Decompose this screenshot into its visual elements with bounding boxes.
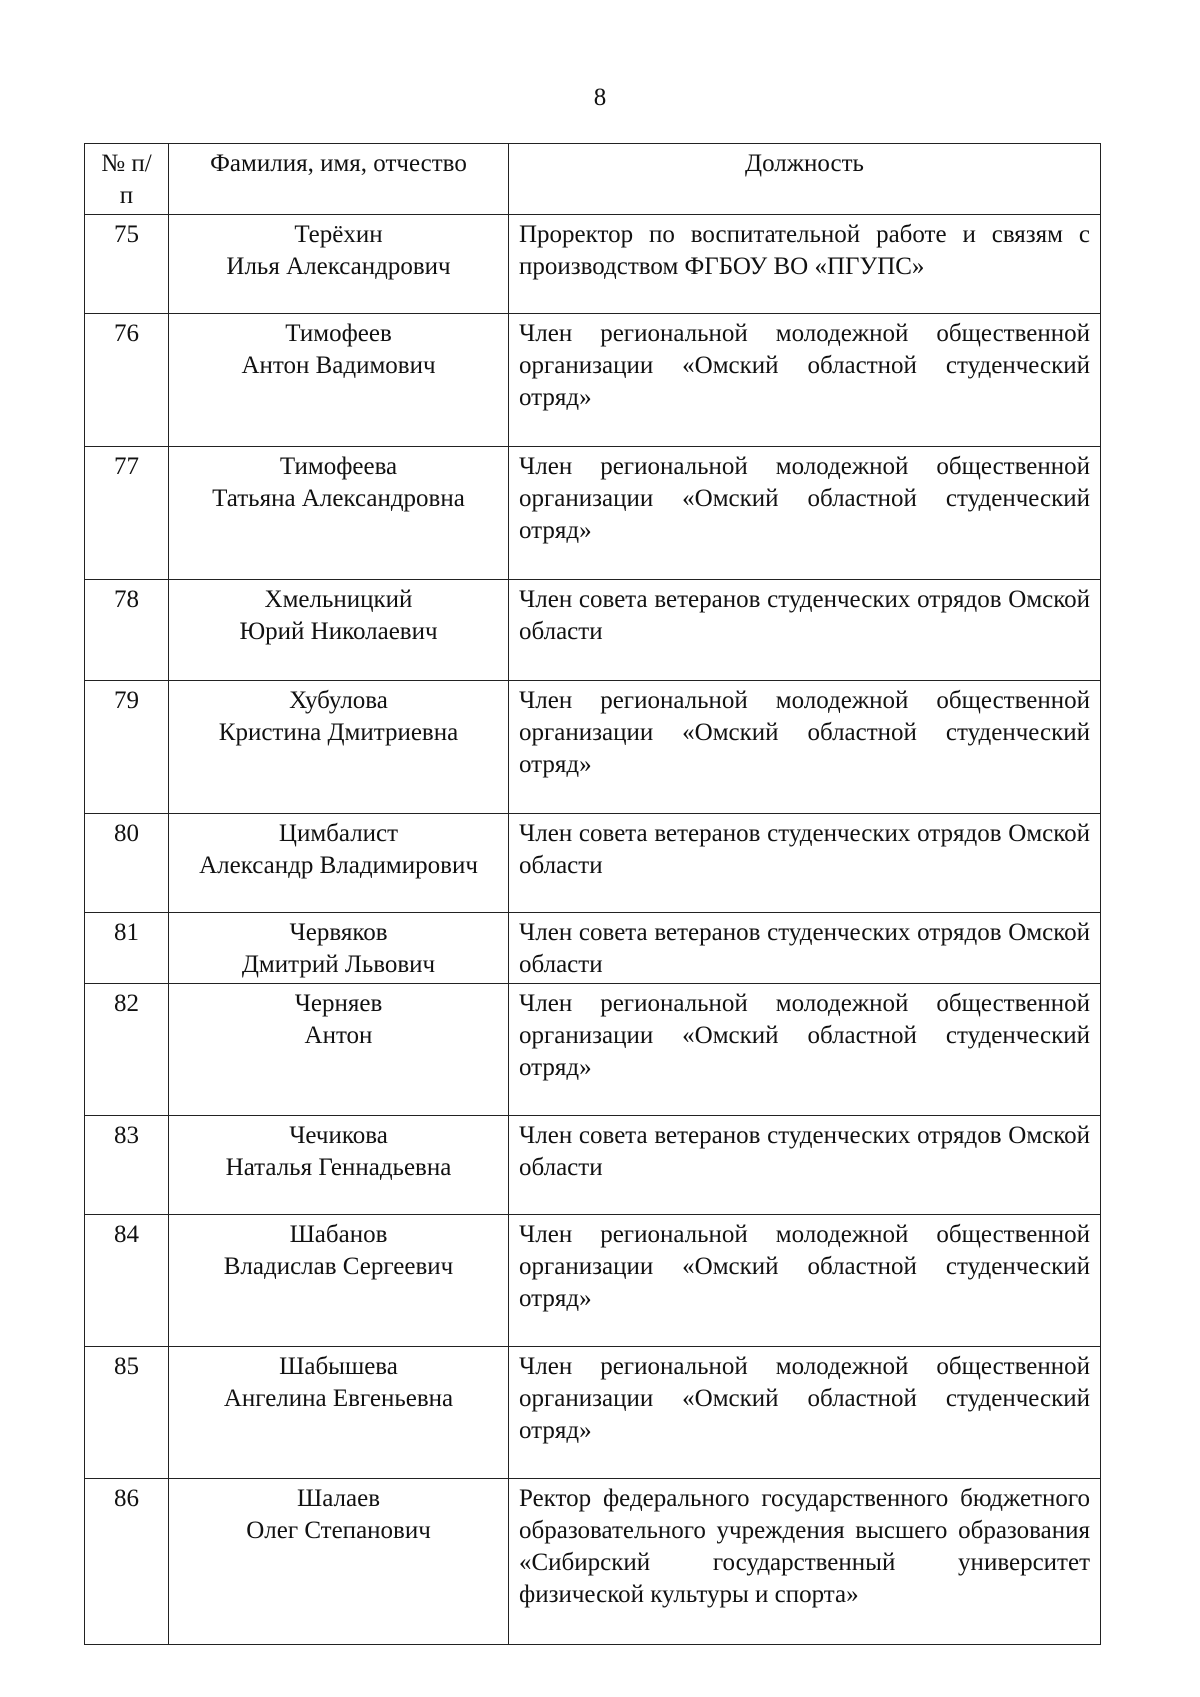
surname: Цимбалист xyxy=(278,820,399,847)
row-position: Член региональной молодежной общественной организации «Омский областной студенческий отряд» xyxy=(509,1347,1101,1479)
table-row xyxy=(85,984,1101,1116)
row-position: Член региональной молодежной общественной организации «Омский областной студенческий отряд» xyxy=(509,314,1101,447)
row-full-name xyxy=(169,1347,509,1479)
given-names: Ангелина Евгеньевна xyxy=(223,1385,454,1412)
header-number: № п/п xyxy=(85,144,169,215)
surname: Тимофеев xyxy=(285,320,392,347)
surname: Чечикова xyxy=(289,1122,388,1149)
surname: Шабанов xyxy=(289,1221,388,1248)
row-number: 84 xyxy=(85,1215,169,1347)
given-names: Кристина Дмитриевна xyxy=(218,719,459,746)
surname: Червяков xyxy=(289,919,388,946)
row-full-name xyxy=(169,215,509,314)
given-names: Александр Владимирович xyxy=(199,852,478,879)
table-row xyxy=(85,1479,1101,1645)
row-number: 76 xyxy=(85,314,169,447)
row-full-name xyxy=(169,1116,509,1215)
row-full-name xyxy=(169,1479,509,1645)
row-position: Член совета ветеранов студенческих отрядов Омской области xyxy=(509,580,1101,681)
row-number: 86 xyxy=(85,1479,169,1645)
row-number: 77 xyxy=(85,447,169,580)
row-number: 83 xyxy=(85,1116,169,1215)
row-position: Ректор федерального государственного бюджетного образовательного учреждения высшего образования «Сибирский государственный университет физической культуры и спорта» xyxy=(509,1479,1101,1645)
table-row xyxy=(85,913,1101,984)
table-row xyxy=(85,1116,1101,1215)
given-names: Юрий Николаевич xyxy=(239,618,438,645)
row-position: Член региональной молодежной общественной организации «Омский областной студенческий отряд» xyxy=(509,681,1101,814)
table-row xyxy=(85,447,1101,580)
row-full-name xyxy=(169,314,509,447)
table-row xyxy=(85,580,1101,681)
surname: Шалаев xyxy=(296,1485,380,1512)
surname: Шабышева xyxy=(279,1353,398,1380)
surname: Хмельницкий xyxy=(264,586,413,613)
page-number: 8 xyxy=(593,84,607,111)
surname: Тимофеева xyxy=(279,453,398,480)
given-names: Олег Степанович xyxy=(246,1517,431,1544)
table-row xyxy=(85,314,1101,447)
roster-table xyxy=(84,143,1101,1645)
given-names: Татьяна Александровна xyxy=(212,485,465,512)
row-full-name xyxy=(169,580,509,681)
row-number: 80 xyxy=(85,814,169,913)
row-number: 75 xyxy=(85,215,169,314)
given-names: Владислав Сергеевич xyxy=(223,1253,454,1280)
row-number: 85 xyxy=(85,1347,169,1479)
given-names: Наталья Геннадьевна xyxy=(225,1154,452,1181)
surname: Хубулова xyxy=(289,687,388,714)
row-number: 78 xyxy=(85,580,169,681)
row-number: 81 xyxy=(85,913,169,984)
row-full-name xyxy=(169,681,509,814)
surname: Черняев xyxy=(294,990,383,1017)
row-position: Член региональной молодежной общественной организации «Омский областной студенческий отряд» xyxy=(509,984,1101,1116)
given-names: Антон xyxy=(304,1022,373,1049)
surname: Терёхин xyxy=(294,221,383,248)
row-position: Член совета ветеранов студенческих отрядов Омской области xyxy=(509,913,1101,984)
row-full-name xyxy=(169,447,509,580)
row-full-name xyxy=(169,814,509,913)
row-position: Проректор по воспитательной работе и связям с производством ФГБОУ ВО «ПГУПС» xyxy=(509,215,1101,314)
table-header-row xyxy=(85,144,1101,215)
table-row xyxy=(85,681,1101,814)
row-full-name xyxy=(169,984,509,1116)
row-position: Член региональной молодежной общественной организации «Омский областной студенческий отряд» xyxy=(509,447,1101,580)
row-position: Член региональной молодежной общественной организации «Омский областной студенческий отряд» xyxy=(509,1215,1101,1347)
given-names: Антон Вадимович xyxy=(241,352,436,379)
row-full-name xyxy=(169,913,509,984)
row-full-name xyxy=(169,1215,509,1347)
row-position: Член совета ветеранов студенческих отрядов Омской области xyxy=(509,814,1101,913)
table-row xyxy=(85,215,1101,314)
table-row xyxy=(85,814,1101,913)
table-row xyxy=(85,1215,1101,1347)
header-full-name: Фамилия, имя, отчество xyxy=(169,144,509,215)
table-row xyxy=(85,1347,1101,1479)
row-number: 79 xyxy=(85,681,169,814)
given-names: Илья Александрович xyxy=(226,253,451,280)
row-number: 82 xyxy=(85,984,169,1116)
given-names: Дмитрий Львович xyxy=(241,951,436,978)
header-position: Должность xyxy=(509,144,1101,215)
row-position: Член совета ветеранов студенческих отрядов Омской области xyxy=(509,1116,1101,1215)
